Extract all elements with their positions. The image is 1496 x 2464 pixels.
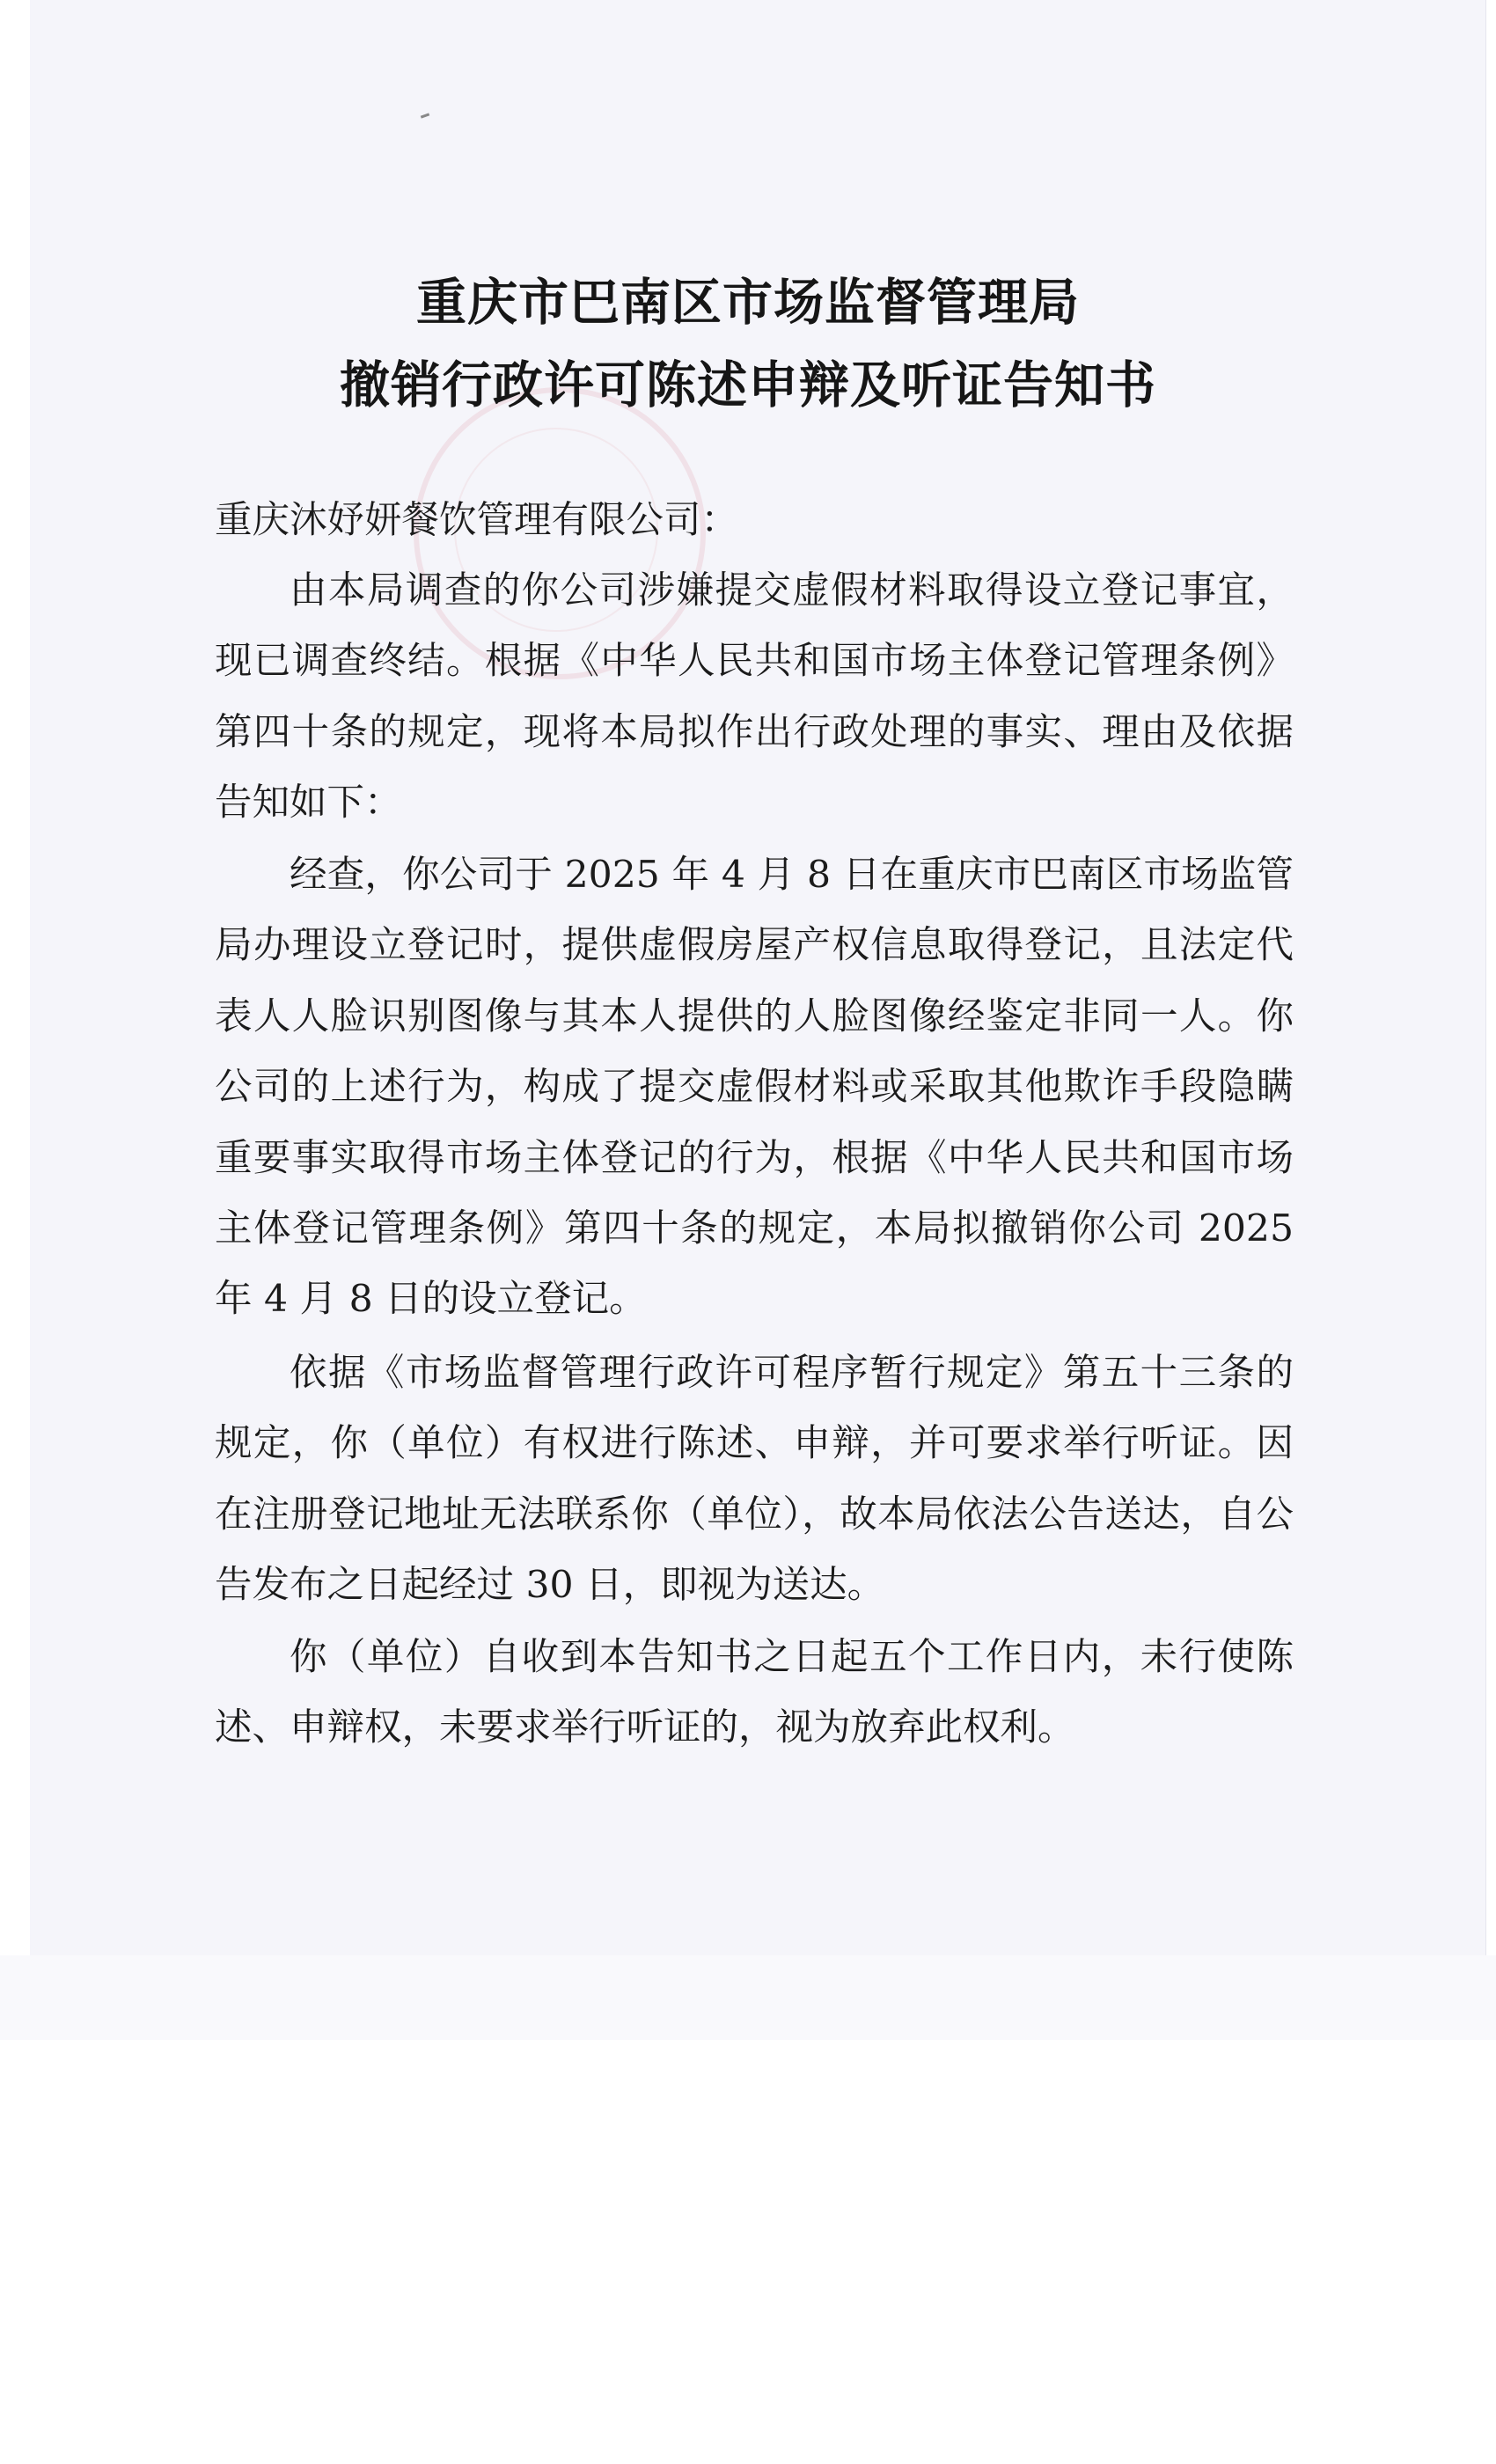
paragraph-findings: 经查，你公司于 2025 年 4 月 8 日在重庆市巴南区市场监管局办理设立登记时，提供虚假房屋产权信息取得登记，且法定代表人人脸识别图像与其本人提供的人脸图像经鉴定非同一人。你公司的上述行为，构成了提交虚假材料或采取其他欺诈手段隐瞒重要事实取得市场主体登记的行为，根据《中华人民共和国市场主体登记管理条例》第四十条的规定，本局拟撤销你公司 2025 年 4 月 8 日的设立登记。 [215, 854, 1294, 1322]
document-title-notice: 撤销行政许可陈述申辩及听证告知书 [340, 356, 1156, 414]
paragraph-waiver: 你（单位）自收到本告知书之日起五个工作日内，未行使陈述、申辩权，未要求举行听证的，视为放弃此权利。 [215, 1636, 1294, 1750]
addressee: 重庆沐妤妍餐饮管理有限公司： [215, 499, 739, 542]
document-title-authority: 重庆市巴南区市场监督管理局 [416, 273, 1080, 332]
paragraph-investigation: 由本局调查的你公司涉嫌提交虚假材料取得设立登记事宜，现已调查终结。根据《中华人民共和国市场主体登记管理条例》第四十条的规定，现将本局拟作出行政处理的事实、理由及依据告知如下： [215, 569, 1294, 825]
paragraph-rights: 依据《市场监督管理行政许可程序暂行规定》第五十三条的规定，你（单位）有权进行陈述、申辩，并可要求举行听证。因在注册登记地址无法联系你（单位），故本局依法公告送达，自公告发布之日起经过 30 日，即视为送达。 [215, 1352, 1294, 1608]
scan-edge-band [0, 1955, 1496, 2040]
